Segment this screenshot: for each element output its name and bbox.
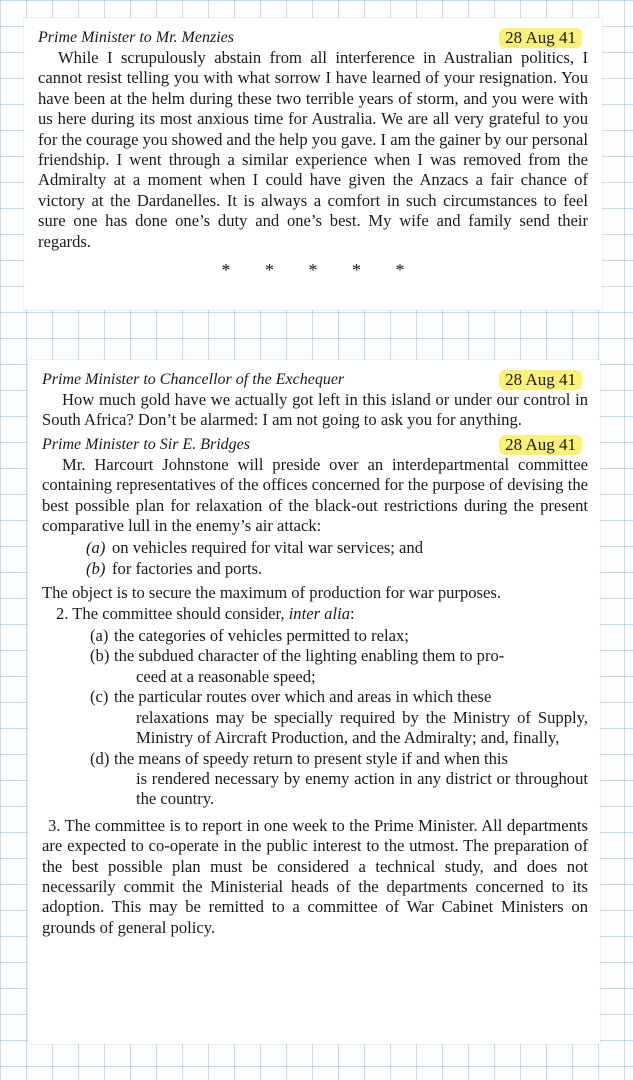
letter-heading [42,370,588,390]
paragraph-2: 2. The committee should consider, inter alia: [56,603,355,623]
clipping-exchequer-bridges [28,360,600,1044]
object-paragraph: The object is to secure the maximum of production for war purposes. [42,583,501,603]
list-item: (b) the subdued character of the lighting enabling them to pro- ceed at a reasonable speed; [90,646,505,686]
date-highlight: 28 Aug 41 [499,28,582,48]
list-item: (d) the means of speedy return to present style if and when this is rendered necessary by enemy action in any district or throughout the country. [90,748,588,809]
consider-list [42,626,588,810]
heading-text: Prime Minister to Chancellor of the Exchequer [42,371,345,388]
section-separator: * * * * * [221,260,405,281]
letter-body: While I scrupulously abstain from all interference in Australian politics, I cannot resist telling you with what sorrow I have learned of your resignation. You have been at the helm during these two terrible years of storm, and you were with us here during its most anxious time for Australia. We are all very grateful to you for the courage you showed and the help you gave. I am the gainer by our personal friendship. I went through a similar experience when I was removed from the Admiralty at a moment when I could have given the Anzacs a fair chance of victory at the Dardanelles. It is always a comfort in such circumstances to feel sure one has done one’s duty and one’s best. My wife and family send their regards. [38,48,588,251]
heading-text: Prime Minister to Mr. Menzies [38,29,234,46]
paragraph-3: 3. The committee is to report in one week to the Prime Minister. All departments are expected to co-operate in the public interest to the utmost. The preparation of the best possible plan must be considered a technical study, and does not necessarily commit the Ministerial heads of the departments concerned to its adoption. This may be remitted to a committee of War Cabinet Ministers on grounds of general policy. [42,815,588,937]
letter-body: How much gold have we actually got left in this island or under our control in South Africa? Don’t be alarmed: I am not going to ask you for anything. [42,390,588,430]
letter-intro: Mr. Harcourt Johnstone will preside over an interdepartmental committee containing representatives of the offices concerned for the purpose of devising the best possible plan for relaxation of the black-out restrictions during the present comparative lull in the enemy’s air attack: [42,454,588,536]
vehicle-list [42,538,588,579]
list-item: (c) the particular routes over which and areas in which these relaxations may be specially required by the Ministry of Supply, Ministry of Aircraft Production, and the Admiralty; and, finally, [90,687,588,748]
list-item: (b) for factories and ports. [86,558,263,578]
clipping-menzies [24,18,602,310]
letter-heading [38,28,588,48]
list-item: (a) the categories of vehicles permitted to relax; [90,626,409,646]
letter-heading [42,435,588,455]
heading-text: Prime Minister to Sir E. Bridges [42,435,250,453]
date-highlight: 28 Aug 41 [499,370,582,390]
list-item: (a) on vehicles required for vital war services; and [86,538,424,558]
date-highlight: 28 Aug 41 [499,435,582,455]
